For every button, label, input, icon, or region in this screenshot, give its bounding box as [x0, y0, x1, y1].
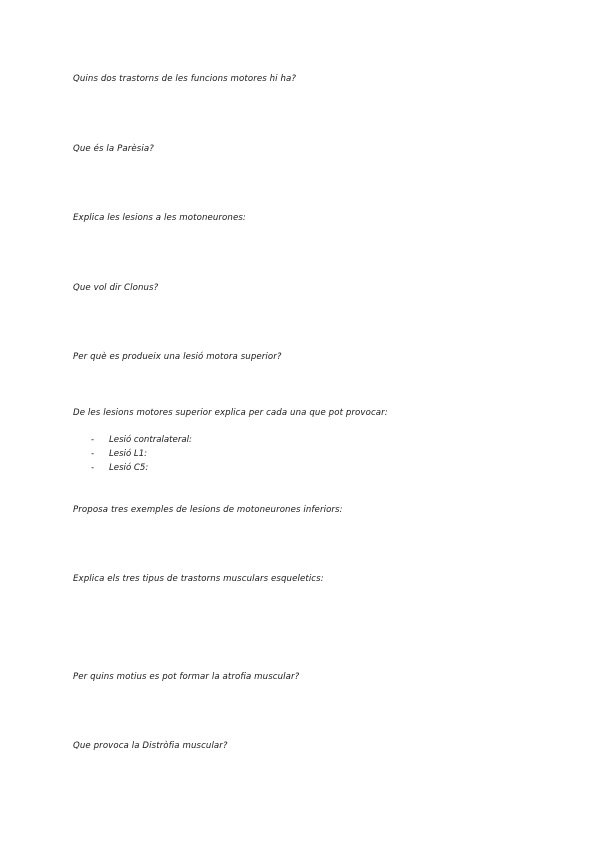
question-4: Que vol dir Clonus?: [73, 283, 159, 293]
list-item: Lesió contralateral:: [109, 435, 192, 445]
question-6: De les lesions motores superior explica per cada una que pot provocar:: [73, 408, 388, 418]
question-10: Que provoca la Distròfia muscular?: [73, 741, 228, 751]
list-item: Lesió L1:: [109, 449, 148, 459]
question-1: Quins dos trastorns de les funcions motores hi ha?: [73, 74, 297, 84]
bullet-marker: -: [91, 435, 95, 445]
question-7: Proposa tres exemples de lesions de motoneurones inferiors:: [73, 505, 343, 515]
question-5: Per què es produeix una lesió motora superior?: [73, 352, 282, 362]
question-2: Que és la Parèsia?: [73, 144, 154, 154]
list-item: Lesió C5:: [109, 463, 149, 473]
bullet-marker: -: [91, 449, 95, 459]
question-8: Explica els tres tipus de trastorns musculars esqueletics:: [73, 574, 324, 584]
question-9: Per quins motius es pot formar la atrofia muscular?: [73, 672, 300, 682]
question-3: Explica les lesions a les motoneurones:: [73, 213, 246, 223]
bullet-marker: -: [91, 463, 95, 473]
